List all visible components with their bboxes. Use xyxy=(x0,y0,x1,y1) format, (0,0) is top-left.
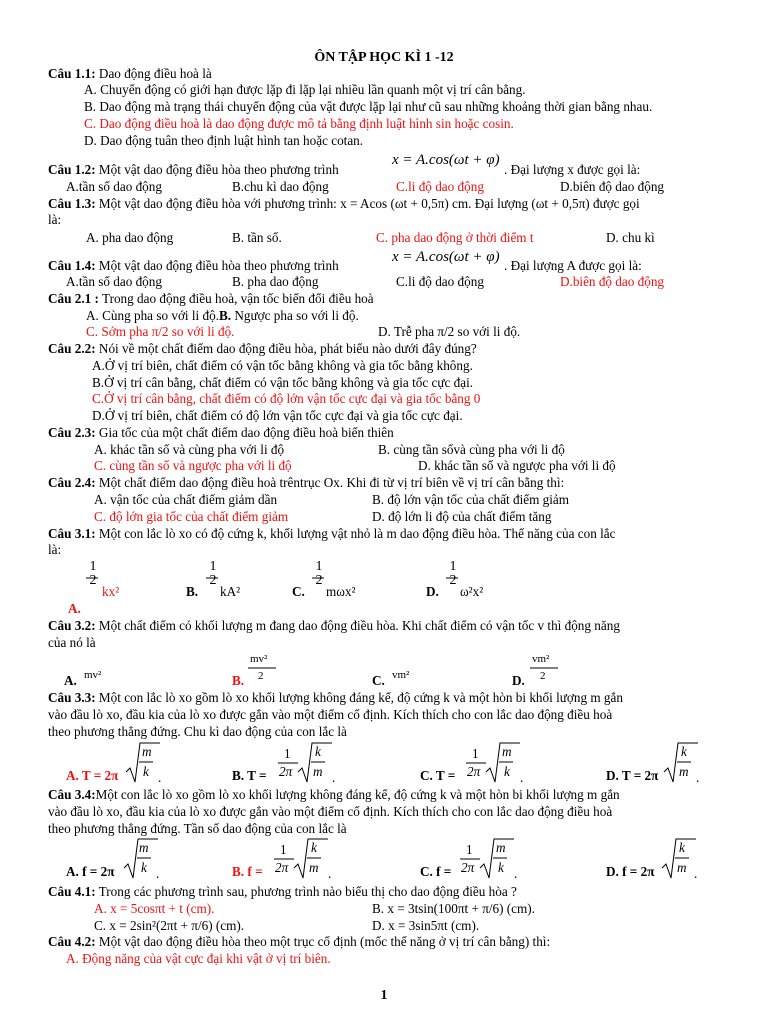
question-label: Câu 1.3: xyxy=(48,196,96,211)
var-k: k xyxy=(315,744,321,759)
period: . xyxy=(520,770,524,785)
question-text-cont: của nó là xyxy=(48,635,96,650)
fraction-half-d xyxy=(446,560,460,588)
denominator: 2π xyxy=(467,764,481,779)
option-c-label: C. xyxy=(292,584,305,599)
question-text: Dao động điều hoà là xyxy=(95,66,212,81)
page-number: 1 xyxy=(380,988,388,1003)
option-b-label-answer: B. f = xyxy=(232,864,263,879)
numerator: 1 xyxy=(315,559,323,574)
option-d: D. chu kì xyxy=(606,230,655,245)
question-text: Một con lắc lò xo gồm lò xo khối lượng không đáng kể, độ cứng k và một hòn bi khối lượng m gắn xyxy=(95,690,623,705)
question-label: Câu 1.2: xyxy=(48,162,96,177)
period: . xyxy=(694,866,698,881)
option-d: D. độ lớn li độ của chất điểm tăng xyxy=(372,509,552,524)
fraction-bar xyxy=(137,857,153,859)
numerator: 1 xyxy=(449,559,457,574)
option-b-label: B. T = xyxy=(232,768,267,783)
question-text-cont: là: xyxy=(48,212,62,227)
var-m: m xyxy=(309,860,319,875)
period: . xyxy=(514,866,518,881)
fraction-bar xyxy=(86,577,100,579)
option-d: D. Dao động tuân theo định luật hình tan hoặc cotan. xyxy=(84,133,364,148)
fraction-bar xyxy=(675,857,691,859)
option-a: A.Ở vị trí biên, chất điểm có vận tốc bằng không và gia tốc bằng không. xyxy=(92,358,473,373)
question-text: Một chất điểm dao động điều hoà trêntrục Ox. Khi đi từ vị trí biên về vị trí cân bằng thì: xyxy=(95,475,565,490)
option-a: A. khác tần số và cùng pha với li độ xyxy=(94,442,285,457)
option-c-label: C. xyxy=(372,673,385,688)
option-d-answer: D.biên độ dao động xyxy=(560,274,665,289)
period: . xyxy=(332,770,336,785)
denominator: 2 xyxy=(315,573,323,588)
question-text: Một con lắc lò xo có độ cứng k, khối lượng vật nhỏ là m dao động điều hòa. Thế năng của con lắc xyxy=(95,526,616,541)
question-text: Một vật dao động điều hòa theo phương trình xyxy=(95,162,339,177)
fraction-bar xyxy=(446,577,460,579)
period: . xyxy=(158,770,162,785)
formula-label: A. T = 2π xyxy=(66,768,119,783)
question-label: Câu 4.2: xyxy=(48,934,96,949)
question-text-cont: theo phương thẳng đứng. Chu kì dao động của con lắc là xyxy=(48,724,347,739)
option-d: D. khác tần số và ngược pha với li độ xyxy=(418,458,616,473)
question-label: Câu 3.2: xyxy=(48,618,96,633)
period: . xyxy=(156,866,160,881)
option-a: A.tần số dao động xyxy=(66,179,162,194)
denominator: 2π xyxy=(275,860,289,875)
fraction-bar xyxy=(139,761,155,763)
question-text-cont: vào đầu lò xo, đầu kia của lò xo được gắn vào một điểm cố định. Kích thích cho con lắc dao động điều hoà xyxy=(48,804,613,819)
var-m: m xyxy=(677,860,687,875)
option-b-label: B. xyxy=(186,584,199,599)
option-d-label: D. xyxy=(512,673,525,688)
option-b: B. độ lớn vận tốc của chất điểm giảm xyxy=(372,492,570,507)
question-text-after: . Đại lượng x được gọi là: xyxy=(504,162,641,177)
option-a: A.tần số dao động xyxy=(66,274,162,289)
option-a: A. vận tốc của chất điểm giảm dần xyxy=(94,492,278,507)
fraction-bar xyxy=(206,577,220,579)
question-text-cont: theo phương thẳng đứng. Tần số dao động của con lắc là xyxy=(48,821,347,836)
option-b-label-answer: B. xyxy=(232,673,245,688)
option-b: Ngược pha so với li độ. xyxy=(231,308,359,323)
numerator: 1 xyxy=(472,746,479,761)
var-m: m xyxy=(496,840,506,855)
option-c-label: C. f = xyxy=(420,864,452,879)
option-c-answer: C. pha dao động ở thời điểm t xyxy=(376,230,534,245)
question-label: Câu 2.3: xyxy=(48,425,96,440)
var-m: m xyxy=(313,764,323,779)
option-a: A. Cùng pha so với li độ. xyxy=(86,308,219,323)
option-c: mωx² xyxy=(326,584,356,599)
var-k: k xyxy=(679,840,685,855)
var-k: k xyxy=(311,840,317,855)
question-text: Nói về một chất điểm dao động điều hòa, phát biểu nào dưới đây đúng? xyxy=(95,341,477,356)
option-d: D. x = 3sin5πt (cm). xyxy=(372,918,480,933)
option-d: D.Ở vị trí biên, chất điểm có độ lớn vận tốc cực đại và gia tốc cực đại. xyxy=(92,408,463,423)
question-2-2 xyxy=(48,341,477,356)
fraction-half-b xyxy=(206,560,220,588)
question-2-4 xyxy=(48,475,564,490)
option-d-label: D. f = 2π xyxy=(606,864,655,879)
question-1-3 xyxy=(48,196,640,211)
numerator: 1 xyxy=(89,559,97,574)
option-b-label: B. xyxy=(219,308,232,323)
fraction-bar xyxy=(499,761,515,763)
page-title: ÔN TẬP HỌC KÌ 1 -12 xyxy=(314,50,454,65)
answer-marker: A. xyxy=(68,601,81,616)
question-4-2 xyxy=(48,934,550,949)
option-b: B. pha dao động xyxy=(232,274,319,289)
option-b: B. Dao động mà trạng thái chuyển động của vật được lặp lại như cũ sau những khoảng thời gian bằng nhau. xyxy=(84,99,653,114)
var-k: k xyxy=(143,764,149,779)
option-b: B.Ở vị trí cân bằng, chất điểm có vận tốc bằng không và gia tốc cực đại. xyxy=(92,375,474,390)
option-c: C.li độ dao động xyxy=(396,274,484,289)
numerator: 1 xyxy=(284,746,291,761)
option-d: D.biên độ dao động xyxy=(560,179,665,194)
question-text: Một vật dao động điều hòa với phương trình: x = Acos (ωt + 0,5π) cm. Đại lượng (ωt + 0,5π) được gọi xyxy=(95,196,640,211)
fraction-bar xyxy=(311,761,327,763)
var-k: k xyxy=(504,764,510,779)
fraction-half-c xyxy=(312,560,326,588)
option-a-answer: kx² xyxy=(102,584,120,599)
question-text-cont: vào đầu lò xo, đầu kia của lò xo được gắn vào một điểm cố định. Kích thích cho con lắc dao động điều hoà xyxy=(48,707,613,722)
equation: x = A.cos(ωt + φ) xyxy=(392,152,500,168)
question-3-2 xyxy=(48,618,620,633)
option-d-denominator: 2 xyxy=(540,670,546,682)
question-2-1 xyxy=(48,291,374,306)
option-b-numerator: mv² xyxy=(250,653,268,665)
question-label: Câu 2.1 : xyxy=(48,291,99,306)
question-text: Trong các phương trình sau, phương trình nào biểu thị cho dao động điều hòa ? xyxy=(95,884,517,899)
equation: x = A.cos(ωt + φ) xyxy=(392,249,500,265)
question-1-1 xyxy=(48,66,212,81)
option-d-label: D. T = 2π xyxy=(606,768,659,783)
var-k: k xyxy=(141,860,147,875)
option-a-label: A. f = 2π xyxy=(66,864,115,879)
option-c-label: C. T = xyxy=(420,768,456,783)
question-2-3 xyxy=(48,425,394,440)
denominator: 2 xyxy=(449,573,457,588)
var-m: m xyxy=(139,840,149,855)
fraction-half-a xyxy=(86,560,100,588)
question-text: Một chất điểm có khối lượng m đang dao động điều hòa. Khi chất điểm có vận tốc v thì động năng xyxy=(95,618,620,633)
period: . xyxy=(328,866,332,881)
option-c-answer: C. Sớm pha π/2 so với li độ. xyxy=(86,324,235,339)
option-c: vm² xyxy=(392,669,410,681)
question-label: Câu 3.3: xyxy=(48,690,96,705)
option-a: A. pha dao động xyxy=(86,230,174,245)
question-label: Câu 2.2: xyxy=(48,341,96,356)
question-3-1 xyxy=(48,526,615,541)
option-c-answer: C. Dao động điều hoà là dao động được mô tả bằng định luật hình sin hoặc cosin. xyxy=(84,116,514,131)
fraction-bar xyxy=(312,577,326,579)
question-label: Câu 3.1: xyxy=(48,526,96,541)
option-c: C. x = 2sin²(2πt + π/6) (cm). xyxy=(94,918,245,933)
option-d-numerator: vm² xyxy=(532,653,550,665)
question-text-after: . Đại lượng A được gọi là: xyxy=(504,258,642,273)
option-b: B.chu kì dao động xyxy=(232,179,329,194)
option-b-denominator: 2 xyxy=(258,670,264,682)
denominator: 2π xyxy=(461,860,475,875)
question-text: Trong dao động điều hoà, vận tốc biến đổi điều hoà xyxy=(98,291,374,306)
fraction-bar xyxy=(677,761,693,763)
option-a-label: A. xyxy=(64,673,77,688)
question-3-4 xyxy=(48,787,620,802)
option-c-answer: C.Ở vị trí cân bằng, chất điểm có độ lớn vận tốc cực đại và gia tốc bằng 0 xyxy=(92,391,481,406)
question-3-3 xyxy=(48,690,623,705)
question-1-2 xyxy=(48,162,339,177)
var-m: m xyxy=(679,764,689,779)
question-text-cont: là: xyxy=(48,542,62,557)
question-1-4 xyxy=(48,258,339,273)
var-m: m xyxy=(142,744,152,759)
option-b: kA² xyxy=(220,584,241,599)
question-label: Câu 4.1: xyxy=(48,884,96,899)
denominator: 2 xyxy=(89,573,97,588)
numerator: 1 xyxy=(466,842,473,857)
option-a-answer: A. Động năng của vật cực đại khi vật ở vị trí biên. xyxy=(66,951,331,966)
denominator: 2 xyxy=(209,573,217,588)
option-a-label-answer xyxy=(66,768,118,783)
option-a: A. Chuyển động có giới hạn được lặp đi lặp lại nhiều lần quanh một vị trí cân bằng. xyxy=(84,82,526,97)
option-d: D. Trễ pha π/2 so với li độ. xyxy=(378,324,521,339)
option-d: ω²x² xyxy=(460,584,484,599)
option-c-answer: C. cùng tần số và ngược pha với li độ xyxy=(94,458,292,473)
question-text: Một con lắc lò xo gồm lò xo khối lượng không đáng kể, độ cứng k và một hòn bi khối lượng m gắn xyxy=(95,787,620,802)
option-a: mv² xyxy=(84,669,102,681)
question-text: Một vật dao động điều hòa theo một trục cố định (mốc thế năng ở vị trí cân bằng) thì: xyxy=(95,934,551,949)
option-d-label: D. xyxy=(426,584,439,599)
option-a-b xyxy=(86,308,359,323)
var-k: k xyxy=(498,860,504,875)
denominator: 2π xyxy=(279,764,293,779)
option-c-answer: C.li độ dao động xyxy=(396,179,484,194)
question-text: Gia tốc của một chất điểm dao động điều hoà biến thiên xyxy=(95,425,394,440)
option-c-answer: C. độ lớn gia tốc của chất điểm giảm xyxy=(94,509,289,524)
numerator: 1 xyxy=(209,559,217,574)
var-k: k xyxy=(681,744,687,759)
question-label: Câu 3.4: xyxy=(48,787,96,802)
fraction-bar xyxy=(493,857,509,859)
period: . xyxy=(696,770,700,785)
fraction-bar xyxy=(307,857,323,859)
var-m: m xyxy=(502,744,512,759)
question-label: Câu 2.4: xyxy=(48,475,96,490)
option-a-answer: A. x = 5cosπt + t (cm). xyxy=(94,901,215,916)
question-label: Câu 1.1: xyxy=(48,66,96,81)
question-text: Một vật dao động điều hòa theo phương trình xyxy=(95,258,339,273)
numerator: 1 xyxy=(280,842,287,857)
option-b: B. x = 3tsin(100πt + π/6) (cm). xyxy=(372,901,535,916)
question-4-1 xyxy=(48,884,517,899)
option-b: B. tần số. xyxy=(232,230,282,245)
question-label: Câu 1.4: xyxy=(48,258,96,273)
option-b: B. cùng tần sốvà cùng pha với li độ xyxy=(378,442,565,457)
